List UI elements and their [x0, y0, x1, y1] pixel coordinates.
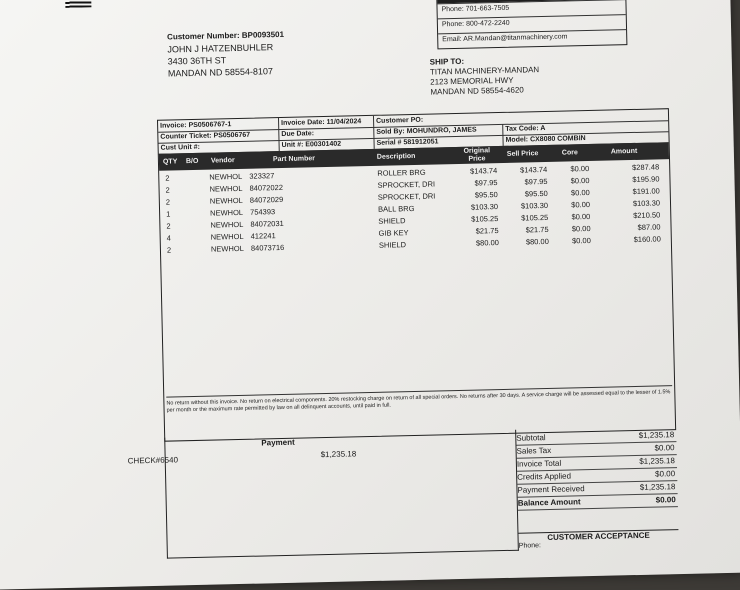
cell-qty: 2	[165, 173, 170, 183]
tax-code: Tax Code: A	[505, 124, 546, 133]
counter-ticket: Counter Ticket: PS0506767	[158, 129, 279, 143]
customer-name: JOHN J HATZENBUHLER	[167, 42, 274, 55]
cell-qty: 2	[166, 245, 172, 255]
cell-orig: $97.95	[474, 178, 498, 188]
cell-part: 84072029	[249, 194, 284, 205]
totals-row	[518, 494, 678, 511]
payment-method: CHECK#6540	[127, 455, 179, 466]
acceptance-label: CUSTOMER ACCEPTANCE	[547, 530, 650, 543]
due-date: Due Date:	[279, 127, 374, 140]
col-amount: Amount	[610, 147, 638, 156]
cell-orig: $21.75	[475, 226, 499, 236]
cell-qty: 4	[166, 233, 171, 243]
invoice-table	[157, 108, 676, 442]
totals-value: $0.00	[655, 495, 676, 505]
cell-orig: $103.30	[470, 202, 499, 212]
cell-vendor: NEWHOL	[210, 231, 244, 242]
ship-to-label: SHIP TO:	[429, 56, 465, 67]
cell-desc: BALL BRG	[377, 203, 415, 214]
cell-sell: $95.50	[524, 188, 548, 199]
col-bo: B/O	[185, 157, 199, 166]
totals-label: Sales Tax	[516, 445, 552, 456]
cell-part: 84072022	[249, 182, 284, 193]
cell-amount: $103.30	[632, 198, 661, 209]
cell-amount: $287.48	[631, 162, 660, 173]
cell-qty: 2	[165, 185, 170, 195]
cell-core: $0.00	[571, 199, 591, 210]
cell-amount: $191.00	[632, 186, 660, 197]
cell-core: $0.00	[570, 175, 590, 186]
totals-value: $0.00	[654, 443, 675, 453]
contact-box	[436, 0, 627, 49]
unit-number: Unit #: E00301402	[279, 138, 374, 151]
cell-core: $0.00	[571, 235, 591, 246]
customer-acceptance	[518, 529, 678, 550]
cell-desc: ROLLER BRG	[377, 167, 426, 178]
totals-label: Credits Applied	[517, 471, 572, 482]
acceptance-phone: Phone:	[518, 542, 542, 550]
model: Model: CX8080 COMBIN	[505, 135, 586, 144]
cell-desc: SPROCKET, DRI	[377, 191, 436, 202]
totals-value: $1,235.18	[638, 430, 675, 440]
cell-desc: SHIELD	[378, 216, 406, 226]
sold-by: Sold By: MOHUNDRO, JAMES	[374, 124, 503, 138]
totals-value: $0.00	[655, 469, 676, 479]
col-vendor: Vendor	[210, 157, 235, 165]
totals-label: Invoice Total	[516, 458, 562, 469]
col-qty: QTY	[162, 158, 178, 166]
col-desc: Description	[376, 152, 416, 161]
col-sell: Sell Price	[506, 150, 539, 158]
totals-label: Balance Amount	[517, 497, 581, 508]
ship-to-name: TITAN MACHINERY-MANDAN	[429, 65, 540, 77]
payment-label: Payment	[261, 437, 295, 448]
cell-orig: $95.50	[474, 190, 498, 200]
phone-1: Phone: 701-663-7505	[437, 0, 625, 18]
cell-desc: SHIELD	[378, 240, 407, 250]
cell-sell: $21.75	[525, 224, 549, 235]
payment-amount: $1,235.18	[320, 449, 357, 460]
cell-vendor: NEWHOL	[209, 171, 243, 182]
totals-block	[516, 429, 678, 511]
totals-label: Subtotal	[516, 433, 546, 443]
cell-vendor: NEWHOL	[209, 195, 243, 206]
col-orig: Original Price	[463, 147, 491, 163]
cell-part: 84073716	[250, 242, 285, 253]
cell-sell: $105.25	[521, 212, 549, 223]
customer-address-1: 3430 36TH ST	[167, 55, 227, 67]
payment-box	[127, 430, 519, 559]
cell-vendor: NEWHOL	[210, 219, 244, 230]
cell-desc: SPROCKET, DRI	[377, 179, 436, 190]
cell-vendor: NEWHOL	[210, 207, 244, 218]
cell-orig: $105.25	[471, 214, 499, 224]
cell-core: $0.00	[571, 223, 591, 234]
cell-orig: $143.74	[470, 166, 498, 176]
cell-core: $0.00	[570, 187, 590, 198]
cell-vendor: NEWHOL	[210, 243, 244, 254]
phone-2: Phone: 800-472-2240	[438, 14, 626, 33]
cell-sell: $143.74	[519, 164, 548, 175]
col-core: Core	[561, 149, 578, 157]
totals-label: Payment Received	[517, 484, 585, 495]
col-part: Part Number	[272, 155, 316, 164]
invoice-date: Invoice Date: 11/04/2024	[279, 116, 374, 129]
cell-part: 84072031	[250, 218, 284, 229]
cell-sell: $80.00	[525, 236, 549, 247]
customer-address-2: MANDAN ND 58554-8107	[167, 66, 274, 79]
email: Email: AR.Mandan@titanmachinery.com	[438, 29, 626, 48]
cell-core: $0.00	[571, 211, 591, 222]
totals-value: $1,235.18	[639, 456, 675, 466]
cell-part: 412241	[250, 231, 276, 241]
cell-amount: $160.00	[633, 234, 661, 245]
cell-desc: GIB KEY	[378, 228, 409, 238]
cell-qty: 2	[166, 221, 171, 231]
cell-part: 754393	[250, 207, 276, 217]
customer-po: Customer PO:	[376, 116, 424, 125]
customer-number: Customer Number: BP0093501	[167, 29, 285, 42]
ship-to-address-2: MANDAN ND 58554-4620	[430, 85, 524, 97]
totals-value: $1,235.18	[639, 482, 676, 492]
cell-qty: 1	[166, 209, 171, 219]
customer-block	[167, 29, 285, 80]
serial-number: Serial # 581912051	[374, 135, 503, 149]
cell-part: 323327	[249, 171, 275, 181]
terms-notice: No return without this invoice. No return on electrical components. 20% restocking charge on return of all special orders. No returns after 30 days. A service charge will be assessed equal to the lesser of 1.5% per month or the maximum rate permitted by law on all delinquent accounts, until paid in full.	[166, 385, 672, 414]
ship-to-address-1: 2123 MEMORIAL HWY	[430, 75, 514, 87]
cell-sell: $97.95	[524, 176, 548, 187]
cell-orig: $80.00	[475, 238, 499, 248]
cell-amount: $87.00	[637, 222, 661, 232]
cell-amount: $210.50	[633, 210, 661, 221]
cell-core: $0.00	[570, 163, 590, 174]
cell-qty: 2	[165, 197, 171, 207]
cust-unit: Cust Unit #:	[159, 140, 280, 154]
cell-amount: $195.90	[632, 174, 660, 185]
cell-sell: $103.30	[520, 200, 549, 211]
barcode-graphic	[65, 0, 91, 8]
invoice-number: Invoice: PS0506767-1	[158, 118, 279, 132]
cell-vendor: NEWHOL	[209, 183, 243, 194]
ship-to-block	[430, 55, 540, 97]
